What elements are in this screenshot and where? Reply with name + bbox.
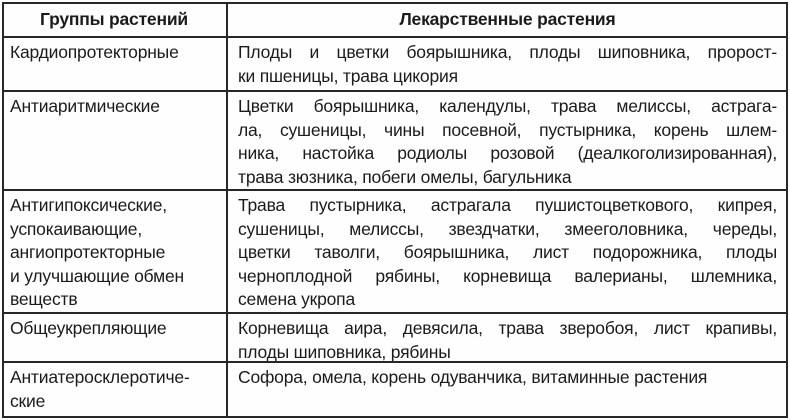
text-line: Антигипоксические, [10, 195, 167, 215]
text-line: Софора, омела, корень одуванчика, витаминные растения [238, 367, 708, 387]
text-line: Плоды и цветки боярышника, плоды шиповника, пророст- [238, 42, 777, 62]
text-line: ангиопротекторные [10, 242, 166, 262]
text-line: Трава пустырника, астрагала пушистоцветкового, кипрея, [238, 195, 777, 215]
group-cell [4, 312, 226, 361]
plants-cell [226, 312, 786, 361]
text-line: ские [10, 390, 46, 411]
header-cell-plants [226, 4, 786, 36]
text-line: и улучшающие обмен [10, 265, 184, 286]
text-line: ла, сушеницы, чины посевной, пустырника, корень шлем- [238, 119, 777, 140]
text-line: веществ [10, 289, 78, 309]
text-line: сушеницы, мелиссы, звездчатки, змееголовника, череды, [238, 218, 777, 239]
group-cell [4, 361, 226, 416]
text-line: Общеукрепляющие [10, 318, 167, 338]
plants-cell [226, 189, 786, 312]
text-line: Антиатеросклеротиче- [10, 367, 190, 387]
header-groups-label: Группы растений [40, 9, 188, 30]
header-cell-groups [4, 4, 226, 36]
text-line: ника, настойка родиолы розовой (деалкоголизированная), [238, 143, 777, 163]
text-line: Корневища аира, девясила, трава зверобоя, лист крапивы, [238, 318, 777, 338]
medicinal-plants-table [2, 2, 788, 418]
group-cell [4, 90, 226, 189]
text-line: успокаивающие, [10, 218, 142, 239]
plants-cell [226, 90, 786, 189]
text-line: Кардиопротекторные [10, 42, 179, 62]
text-line: семена укропа [238, 289, 355, 309]
group-cell [4, 189, 226, 312]
header-plants-label: Лекарственные растения [399, 9, 616, 30]
text-line: цветки таволги, боярышника, лист подорожника, плоды [238, 242, 777, 262]
group-cell [4, 36, 226, 90]
text-line: Цветки боярышника, календулы, трава мелиссы, астрага- [238, 96, 777, 116]
text-line: ки пшеницы, трава цикория [238, 65, 458, 86]
text-line: трава зюзника, побеги омелы, багульника [238, 166, 572, 187]
plants-cell [226, 36, 786, 90]
text-line: Антиаритмические [10, 96, 160, 116]
text-line: черноплодной рябины, корневища валерианы, шлемника, [238, 265, 777, 286]
plants-cell [226, 361, 786, 416]
text-line: плоды шиповника, рябины [238, 341, 451, 361]
